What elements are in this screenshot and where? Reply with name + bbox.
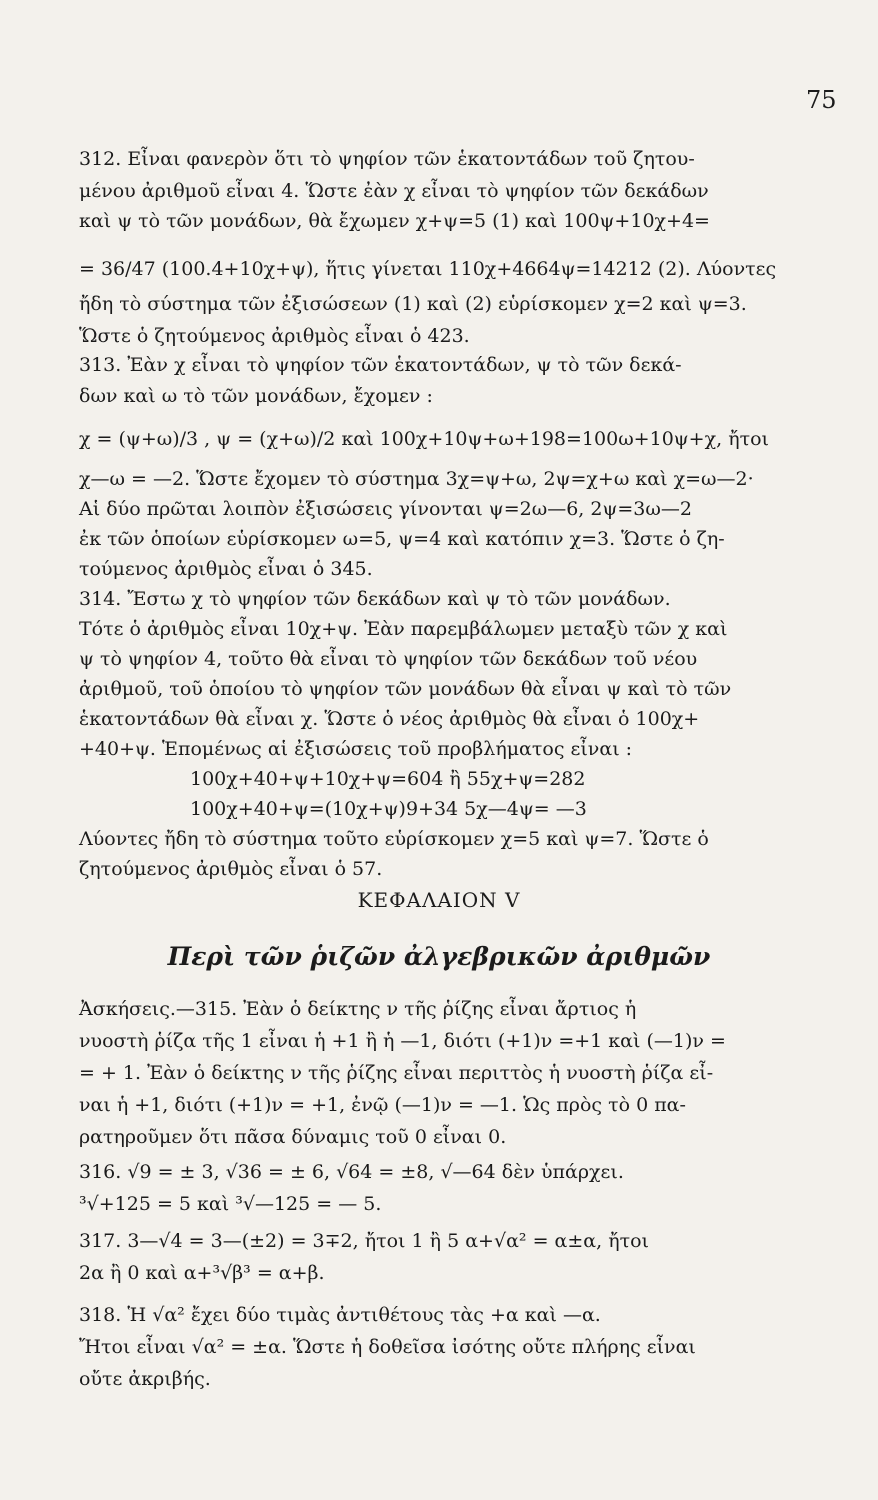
text-line: χ—ω = —2. Ὥστε ἔχομεν τὸ σύστημα 3χ=ψ+ω, 2ψ=χ+ω καὶ χ=ω—2· [79,468,754,490]
text-line: ἤδη τὸ σύστημα τῶν ἐξισώσεων (1) καὶ (2) εὑρίσκομεν χ=2 καὶ ψ=3. [79,293,747,315]
text-line: 318. Ἡ √α² ἔχει δύο τιμὰς ἀντιθέτους τὰς +α καὶ —α. [79,1304,601,1326]
text-line: Ὥστε ὁ ζητούμενος ἀριθμὸς εἶναι ὁ 423. [79,325,470,347]
text-line: ψ τὸ ψηφίον 4, τοῦτο θὰ εἶναι τὸ ψηφίον τῶν δεκάδων τοῦ νέου [79,648,698,670]
section-title: Περὶ τῶν ῥιζῶν ἀλγεβρικῶν ἀριθμῶν [167,942,711,971]
text-line: δων καὶ ω τὸ τῶν μονάδων, ἔχομεν : [79,385,433,407]
text-line: Ἤτοι εἶναι √α² = ±α. Ὥστε ἡ δοθεῖσα ἰσότης οὔτε πλήρης εἶναι [79,1336,696,1358]
text-line: ναι ἡ +1, διότι (+1)ν = +1, ἐνῷ (—1)ν = —1. Ὡς πρὸς τὸ 0 πα- [79,1094,686,1116]
text-line: Λύοντες ἤδη τὸ σύστημα τοῦτο εὑρίσκομεν χ=5 καὶ ψ=7. Ὥστε ὁ [79,828,709,850]
text-line: ἑκατοντάδων θὰ εἶναι χ. Ὥστε ὁ νέος ἀριθμὸς θὰ εἶναι ὁ 100χ+ [79,708,700,730]
text-line: 312. Εἶναι φανερὸν ὅτι τὸ ψηφίον τῶν ἑκατοντάδων τοῦ ζητου- [79,148,695,170]
text-line: μένου ἀριθμοῦ εἶναι 4. Ὥστε ἐὰν χ εἶναι τὸ ψηφίον τῶν δεκάδων [79,180,709,202]
text-line: καὶ ψ τὸ τῶν μονάδων, θὰ ἔχωμεν χ+ψ=5 (1) καὶ 100ψ+10χ+4= [79,210,710,232]
text-line: = + 1. Ἐὰν ὁ δείκτης ν τῆς ῥίζης εἶναι περιττὸς ἡ νυοστὴ ῥίζα εἶ- [79,1062,714,1084]
text-line: ἀριθμοῦ, τοῦ ὁποίου τὸ ψηφίον τῶν μονάδων θὰ εἶναι ψ καὶ τὸ τῶν [79,678,732,700]
chapter-title: ΚΕΦΑΛΑΙΟΝ V [357,888,521,912]
text-line: Ἀσκήσεις.—315. Ἐὰν ὁ δείκτης ν τῆς ῥίζης εἶναι ἄρτιος ἡ [79,998,637,1020]
text-line: 313. Ἐὰν χ εἶναι τὸ ψηφίον τῶν ἑκατοντάδων, ψ τὸ τῶν δεκά- [79,354,682,376]
text-line: ρατηροῦμεν ὅτι πᾶσα δύναμις τοῦ 0 εἶναι 0. [79,1126,507,1148]
text-line: 317. 3—√4 = 3—(±2) = 3∓2, ἤτοι 1 ἢ 5 α+√α² = α±α, ἤτοι [79,1230,649,1252]
text-line: +40+ψ. Ἑπομένως αἱ ἐξισώσεις τοῦ προβλήματος εἶναι : [79,738,633,760]
equation-line: = 36/47 (100.4+10χ+ψ), ἥτις γίνεται 110χ+4664ψ=14212 (2). Λύοντες [79,258,777,280]
text-line: ³√+125 = 5 καὶ ³√—125 = — 5. [79,1193,382,1215]
text-line: Αἱ δύο πρῶται λοιπὸν ἐξισώσεις γίνονται ψ=2ω—6, 2ψ=3ω—2 [79,498,692,520]
text-line: 314. Ἔστω χ τὸ ψηφίον τῶν δεκάδων καὶ ψ τὸ τῶν μονάδων. [79,588,671,610]
text-line: τούμενος ἀριθμὸς εἶναι ὁ 345. [79,558,373,580]
equation-line: χ = (ψ+ω)/3 , ψ = (χ+ω)/2 καὶ 100χ+10ψ+ω+198=100ω+10ψ+χ, ἤτοι [79,428,769,450]
text-line: οὔτε ἀκριβής. [79,1368,211,1390]
text-line: 2α ἢ 0 καὶ α+³√β³ = α+β. [79,1262,325,1284]
page-number: 75 [806,86,837,114]
text-line: ζητούμενος ἀριθμὸς εἶναι ὁ 57. [79,858,383,880]
text-line: Τότε ὁ ἀριθμὸς εἶναι 10χ+ψ. Ἐὰν παρεμβάλωμεν μεταξὺ τῶν χ καὶ [79,618,728,640]
text-line: νυοστὴ ῥίζα τῆς 1 εἶναι ἡ +1 ἢ ἡ —1, διότι (+1)ν =+1 καὶ (—1)ν = [79,1030,726,1052]
text-line: 316. √9 = ± 3, √36 = ± 6, √64 = ±8, √—64 δὲν ὑπάρχει. [79,1161,624,1183]
equation-line: 100χ+40+ψ=(10χ+ψ)9+34 5χ—4ψ= —3 [190,798,587,820]
equation-line: 100χ+40+ψ+10χ+ψ=604 ἢ 55χ+ψ=282 [190,768,586,790]
text-line: ἐκ τῶν ὁποίων εὑρίσκομεν ω=5, ψ=4 καὶ κατόπιν χ=3. Ὥστε ὁ ζη- [79,528,725,550]
